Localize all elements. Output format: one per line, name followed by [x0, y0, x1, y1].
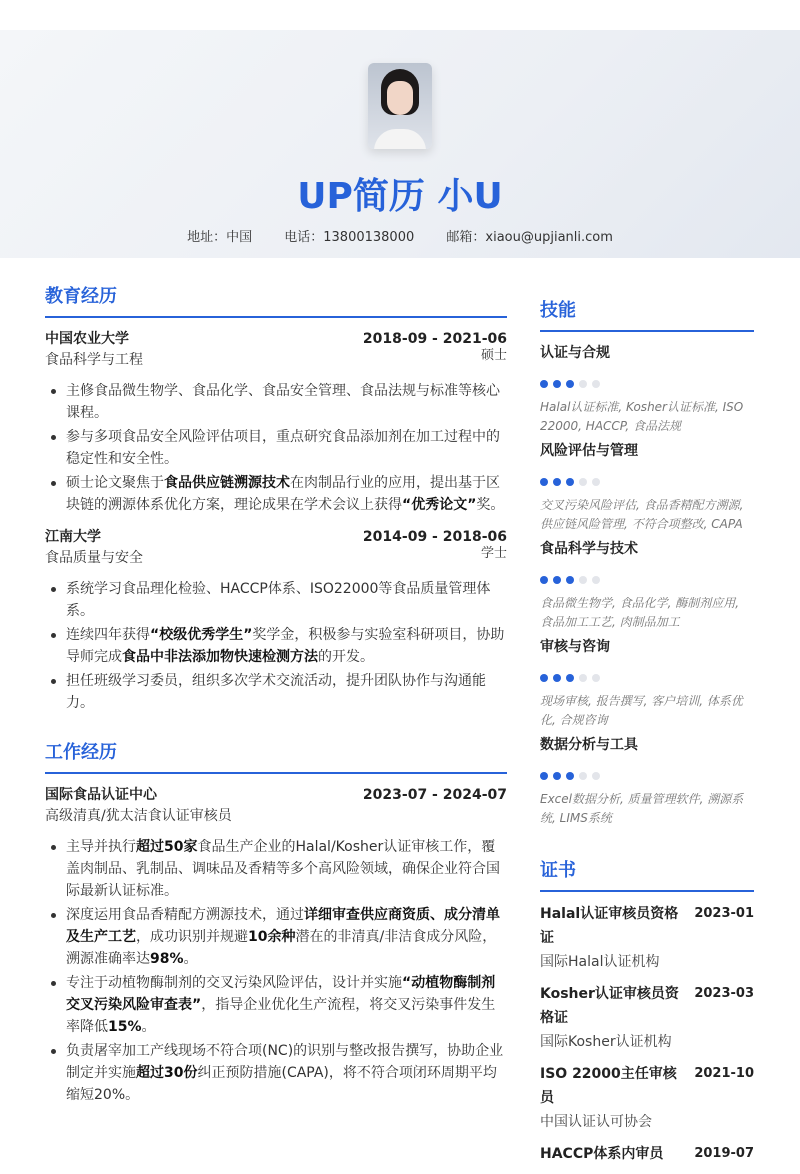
skill-item	[540, 440, 754, 534]
skill-name: 认证与合规	[540, 345, 610, 361]
work-section	[45, 738, 507, 1106]
job-title: 高级清真/犹太洁食认证审核员	[45, 808, 232, 824]
filled-dot-icon	[553, 478, 561, 486]
education-entry	[45, 328, 507, 516]
text-segment: ，指导企业优化生产流程，将交叉污染事件发生率降低	[66, 997, 496, 1035]
text-segment: 负责屠宰加工产线现场不符合项(NC)的识别与整改报告撰写，协助企业制定并实施	[66, 1043, 504, 1081]
bullet-list	[45, 380, 507, 516]
bullet-list	[45, 836, 507, 1106]
empty-dot-icon	[579, 576, 587, 584]
skill-item	[540, 636, 754, 730]
section-title: 工作经历	[45, 738, 507, 774]
school-name: 江南大学	[45, 529, 101, 545]
entry-subheader	[45, 548, 507, 568]
phone-value: 13800138000	[323, 230, 415, 245]
skill-item	[540, 734, 754, 828]
bullet-item	[45, 972, 507, 1038]
education-entry	[45, 526, 507, 714]
empty-dot-icon	[592, 772, 600, 780]
filled-dot-icon	[553, 576, 561, 584]
certificate-name: Halal认证审核员资格证	[540, 906, 679, 946]
bullet-item	[45, 472, 507, 516]
certificate-header	[540, 1142, 754, 1166]
text-segment: 硕士论文聚焦于	[66, 475, 164, 491]
text-segment: 专注于动植物酶制剂的交叉污染风险评估，设计并实施	[66, 975, 402, 991]
certificate-item	[540, 982, 754, 1054]
text-segment: 。	[183, 951, 198, 967]
company-name: 国际食品认证中心	[45, 787, 157, 803]
skill-name: 审核与咨询	[540, 639, 610, 655]
filled-dot-icon	[566, 674, 574, 682]
certificate-name: ISO 22000主任审核员	[540, 1066, 677, 1106]
school-name: 中国农业大学	[45, 331, 129, 347]
text-segment: 奖。	[476, 497, 505, 513]
work-entry	[45, 784, 507, 1106]
text-segment: 在肉制品行业的应用，提出基于区块链的溯源体系优化方案，理论成果在学术会议上获得	[66, 475, 500, 513]
filled-dot-icon	[553, 380, 561, 388]
certificate-header	[540, 902, 754, 950]
empty-dot-icon	[592, 380, 600, 388]
side-column	[540, 296, 754, 1174]
bullet-item	[45, 624, 507, 668]
bullet-item	[45, 578, 507, 622]
skill-level-rating	[540, 478, 754, 486]
bullet-item	[45, 426, 507, 470]
resume-header	[0, 30, 800, 258]
certificate-name: HACCP体系内审员	[540, 1146, 664, 1162]
filled-dot-icon	[566, 380, 574, 388]
skill-keywords: 现场审核, 报告撰写, 客户培训, 体系优化, 合规咨询	[540, 694, 743, 727]
empty-dot-icon	[592, 674, 600, 682]
bold-text: 98%	[150, 951, 184, 967]
empty-dot-icon	[592, 478, 600, 486]
education-section	[45, 282, 507, 714]
filled-dot-icon	[540, 478, 548, 486]
certificate-name: Kosher认证审核员资格证	[540, 986, 679, 1026]
skill-level-rating	[540, 772, 754, 780]
address-value: 中国	[226, 230, 253, 245]
text-segment: 食品生产企业的Halal/Kosher认证审核工作，覆盖肉制品、乳制品、调味品及香精等多个高风险领域，确保企业符合国际最新认证标准。	[66, 839, 500, 899]
skill-level-rating	[540, 576, 754, 584]
certificate-item	[540, 1142, 754, 1166]
bold-text: 详细审查供应商资质、成分清单及生产工艺	[66, 907, 500, 945]
skill-item	[540, 538, 754, 632]
major: 食品质量与安全	[45, 550, 143, 566]
filled-dot-icon	[566, 478, 574, 486]
bold-text: 超过30份	[136, 1065, 198, 1081]
degree: 硕士	[480, 348, 507, 363]
entry-header	[45, 784, 507, 806]
certificate-header	[540, 982, 754, 1030]
text-segment: 连续四年获得	[66, 627, 150, 643]
skill-name: 数据分析与工具	[540, 737, 638, 753]
certificate-issuer: 国际Halal认证机构	[540, 954, 660, 970]
text-segment: 。	[141, 1019, 156, 1035]
candidate-name: UP简历 小U	[297, 176, 503, 217]
date-range: 2023-07 - 2024-07	[362, 787, 507, 803]
entry-header	[45, 526, 507, 548]
text-segment: 潜在的非清真/非洁食成分风险，溯源准确率达	[66, 929, 497, 967]
bullet-item	[45, 904, 507, 970]
skill-item	[540, 342, 754, 436]
entry-header	[45, 328, 507, 350]
section-title: 技能	[540, 296, 754, 332]
certificate-issuer: 中国认证认可协会	[540, 1114, 652, 1130]
major: 食品科学与工程	[45, 352, 143, 368]
filled-dot-icon	[553, 674, 561, 682]
text-segment: 参与多项食品安全风险评估项目，重点研究食品添加剂在加工过程中的稳定性和安全性。	[66, 429, 500, 467]
bold-text: 10余种	[248, 929, 296, 945]
text-segment: 奖学金，积极参与实验室科研项目，协助导师完成	[66, 627, 505, 665]
text-segment: 主导并执行	[66, 839, 136, 855]
filled-dot-icon	[566, 772, 574, 780]
certificate-item	[540, 1062, 754, 1134]
filled-dot-icon	[553, 772, 561, 780]
certificate-date: 2019-07	[694, 1146, 754, 1161]
degree: 学士	[480, 546, 507, 561]
certificates-section	[540, 856, 754, 1166]
skill-keywords: 食品微生物学, 食品化学, 酶制剂应用, 食品加工工艺, 肉制品加工	[540, 596, 740, 629]
text-segment: 系统学习食品理化检验、HACCP体系、ISO22000等食品质量管理体系。	[66, 581, 491, 619]
section-title: 证书	[540, 856, 754, 892]
filled-dot-icon	[540, 772, 548, 780]
bold-text: 食品中非法添加物快速检测方法	[122, 649, 318, 665]
date-range: 2018-09 - 2021-06	[362, 331, 507, 347]
filled-dot-icon	[540, 380, 548, 388]
entry-subheader	[45, 350, 507, 370]
bold-text: 15%	[108, 1019, 142, 1035]
certificate-header	[540, 1062, 754, 1110]
skill-keywords: Halal认证标准, Kosher认证标准, ISO 22000, HACCP, 食品法规	[540, 400, 744, 433]
empty-dot-icon	[579, 380, 587, 388]
skill-name: 食品科学与技术	[540, 541, 638, 557]
certificate-issuer: 国际Kosher认证机构	[540, 1034, 672, 1050]
address-label: 地址：	[187, 230, 227, 245]
main-column	[45, 282, 507, 1116]
filled-dot-icon	[566, 576, 574, 584]
skill-level-rating	[540, 674, 754, 682]
contact-info	[0, 226, 800, 245]
bold-text: “校级优秀学生”	[150, 627, 253, 643]
text-segment: ，成功识别并规避	[136, 929, 248, 945]
text-segment: 深度运用食品香精配方溯源技术，通过	[66, 907, 304, 923]
skill-keywords: 交叉污染风险评估, 食品香精配方溯源, 供应链风险管理, 不符合项整改, CAPA	[540, 498, 744, 531]
certificate-item	[540, 902, 754, 974]
email-label: 邮箱：	[446, 230, 486, 245]
skill-level-rating	[540, 380, 754, 388]
skills-section	[540, 296, 754, 828]
skill-name: 风险评估与管理	[540, 443, 638, 459]
section-title: 教育经历	[45, 282, 507, 318]
filled-dot-icon	[540, 576, 548, 584]
text-segment: 担任班级学习委员，组织多次学术交流活动，提升团队协作与沟通能力。	[66, 673, 486, 711]
bullet-item	[45, 836, 507, 902]
date-range: 2014-09 - 2018-06	[362, 529, 507, 545]
bold-text: 食品供应链溯源技术	[164, 475, 290, 491]
email-value: xiaou@upjianli.com	[485, 230, 613, 245]
bullet-item	[45, 1040, 507, 1106]
bullet-item	[45, 670, 507, 714]
filled-dot-icon	[540, 674, 548, 682]
certificate-date: 2023-03	[694, 986, 754, 1001]
bullet-list	[45, 578, 507, 714]
profile-photo	[368, 63, 432, 149]
text-segment: 主修食品微生物学、食品化学、食品安全管理、食品法规与标准等核心课程。	[66, 383, 500, 421]
phone-label: 电话：	[284, 230, 324, 245]
empty-dot-icon	[579, 772, 587, 780]
bold-text: “动植物酶制剂交叉污染风险审查表”	[66, 975, 496, 1013]
entry-subheader	[45, 806, 507, 826]
certificate-date: 2021-10	[694, 1066, 754, 1081]
empty-dot-icon	[579, 478, 587, 486]
bold-text: “优秀论文”	[402, 497, 477, 513]
skill-keywords: Excel数据分析, 质量管理软件, 溯源系统, LIMS系统	[540, 792, 744, 825]
bold-text: 超过50家	[136, 839, 198, 855]
empty-dot-icon	[579, 674, 587, 682]
certificate-date: 2023-01	[694, 906, 754, 921]
bullet-item	[45, 380, 507, 424]
text-segment: 纠正预防措施(CAPA)，将不符合项闭环周期平均缩短20%。	[66, 1065, 497, 1103]
empty-dot-icon	[592, 576, 600, 584]
text-segment: 的开发。	[318, 649, 374, 665]
